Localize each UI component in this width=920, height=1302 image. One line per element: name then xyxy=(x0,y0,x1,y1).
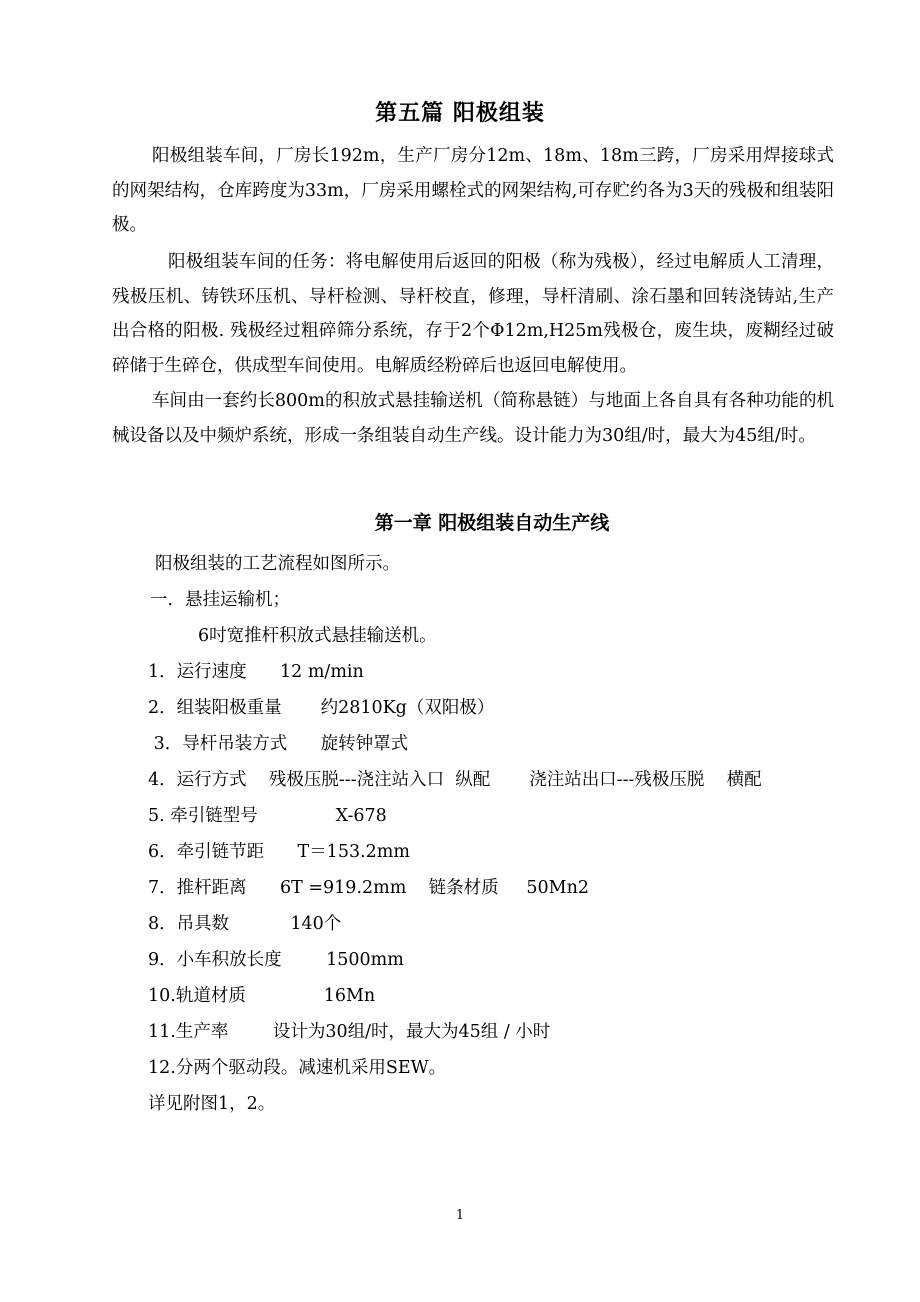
spec-item: 3．导杆吊装方式 旋转钟罩式 xyxy=(148,734,409,754)
paragraph-workshop-tasks: 阳极组装车间的任务：将电解使用后返回的阳极（称为残极），经过电解质人工清理，残极压机、铸铁环压机、导杆检测、导杆校直，修理，导杆清刷、涂石墨和回转浇铸站,生产出合格的阳极. 残极经过粗碎筛分系统，存于2个Φ12m,H25m残极仓，废生块，废糊经过破碎储于生碎仓，供成型车间使用。电解质经粉碎后也返回电解使用。 xyxy=(112,252,834,376)
spec-item: 10.轨道材质 16Mn xyxy=(148,986,376,1006)
page-title: 第五篇 阳极组装 xyxy=(375,100,545,126)
spec-item: 6．牵引链节距 T＝153.2mm xyxy=(148,842,410,862)
process-intro-line: 阳极组装的工艺流程如图所示。 xyxy=(155,554,400,574)
paragraph-workshop-overview: 阳极组装车间，厂房长192m，生产厂房分12m、18m、18m三跨，厂房采用焊接球式的网架结构，仓库跨度为33m，厂房采用螺栓式的网架结构,可存贮约各为3天的残极和组装阳极。 xyxy=(112,146,834,235)
paragraph-production-line: 车间由一套约长800m的积放式悬挂输送机（简称悬链）与地面上各自具有各种功能的机械设备以及中频炉系统，形成一条组装自动生产线。设计能力为30组/时，最大为45组/时。 xyxy=(112,391,834,446)
spec-item: 12.分两个驱动段。减速机采用SEW。 xyxy=(148,1058,447,1078)
spec-item: 8．吊具数 140个 xyxy=(148,914,342,934)
spec-item: 4．运行方式 残极压脱---浇注站入口 纵配 浇注站出口---残极压脱 横配 xyxy=(148,770,762,790)
page-number: 1 xyxy=(455,1208,465,1223)
spec-item: 5. 牵引链型号 X-678 xyxy=(148,806,387,826)
conveyor-description: 6吋宽推杆积放式悬挂输送机。 xyxy=(198,626,437,646)
figure-reference: 详见附图1，2。 xyxy=(148,1094,276,1114)
spec-item: 11.生产率 设计为30组/时，最大为45组 / 小时 xyxy=(148,1022,551,1042)
spec-item: 2．组装阳极重量 约2810Kg（双阳极） xyxy=(148,698,495,718)
spec-item: 7．推杆距离 6T =919.2mm 链条材质 50Mn2 xyxy=(148,878,589,898)
section-heading: 一．悬挂运输机； xyxy=(150,590,290,610)
chapter-title: 第一章 阳极组装自动生产线 xyxy=(374,512,610,534)
spec-item: 1．运行速度 12 m/min xyxy=(148,662,364,682)
spec-item: 9．小车积放长度 1500mm xyxy=(148,950,404,970)
